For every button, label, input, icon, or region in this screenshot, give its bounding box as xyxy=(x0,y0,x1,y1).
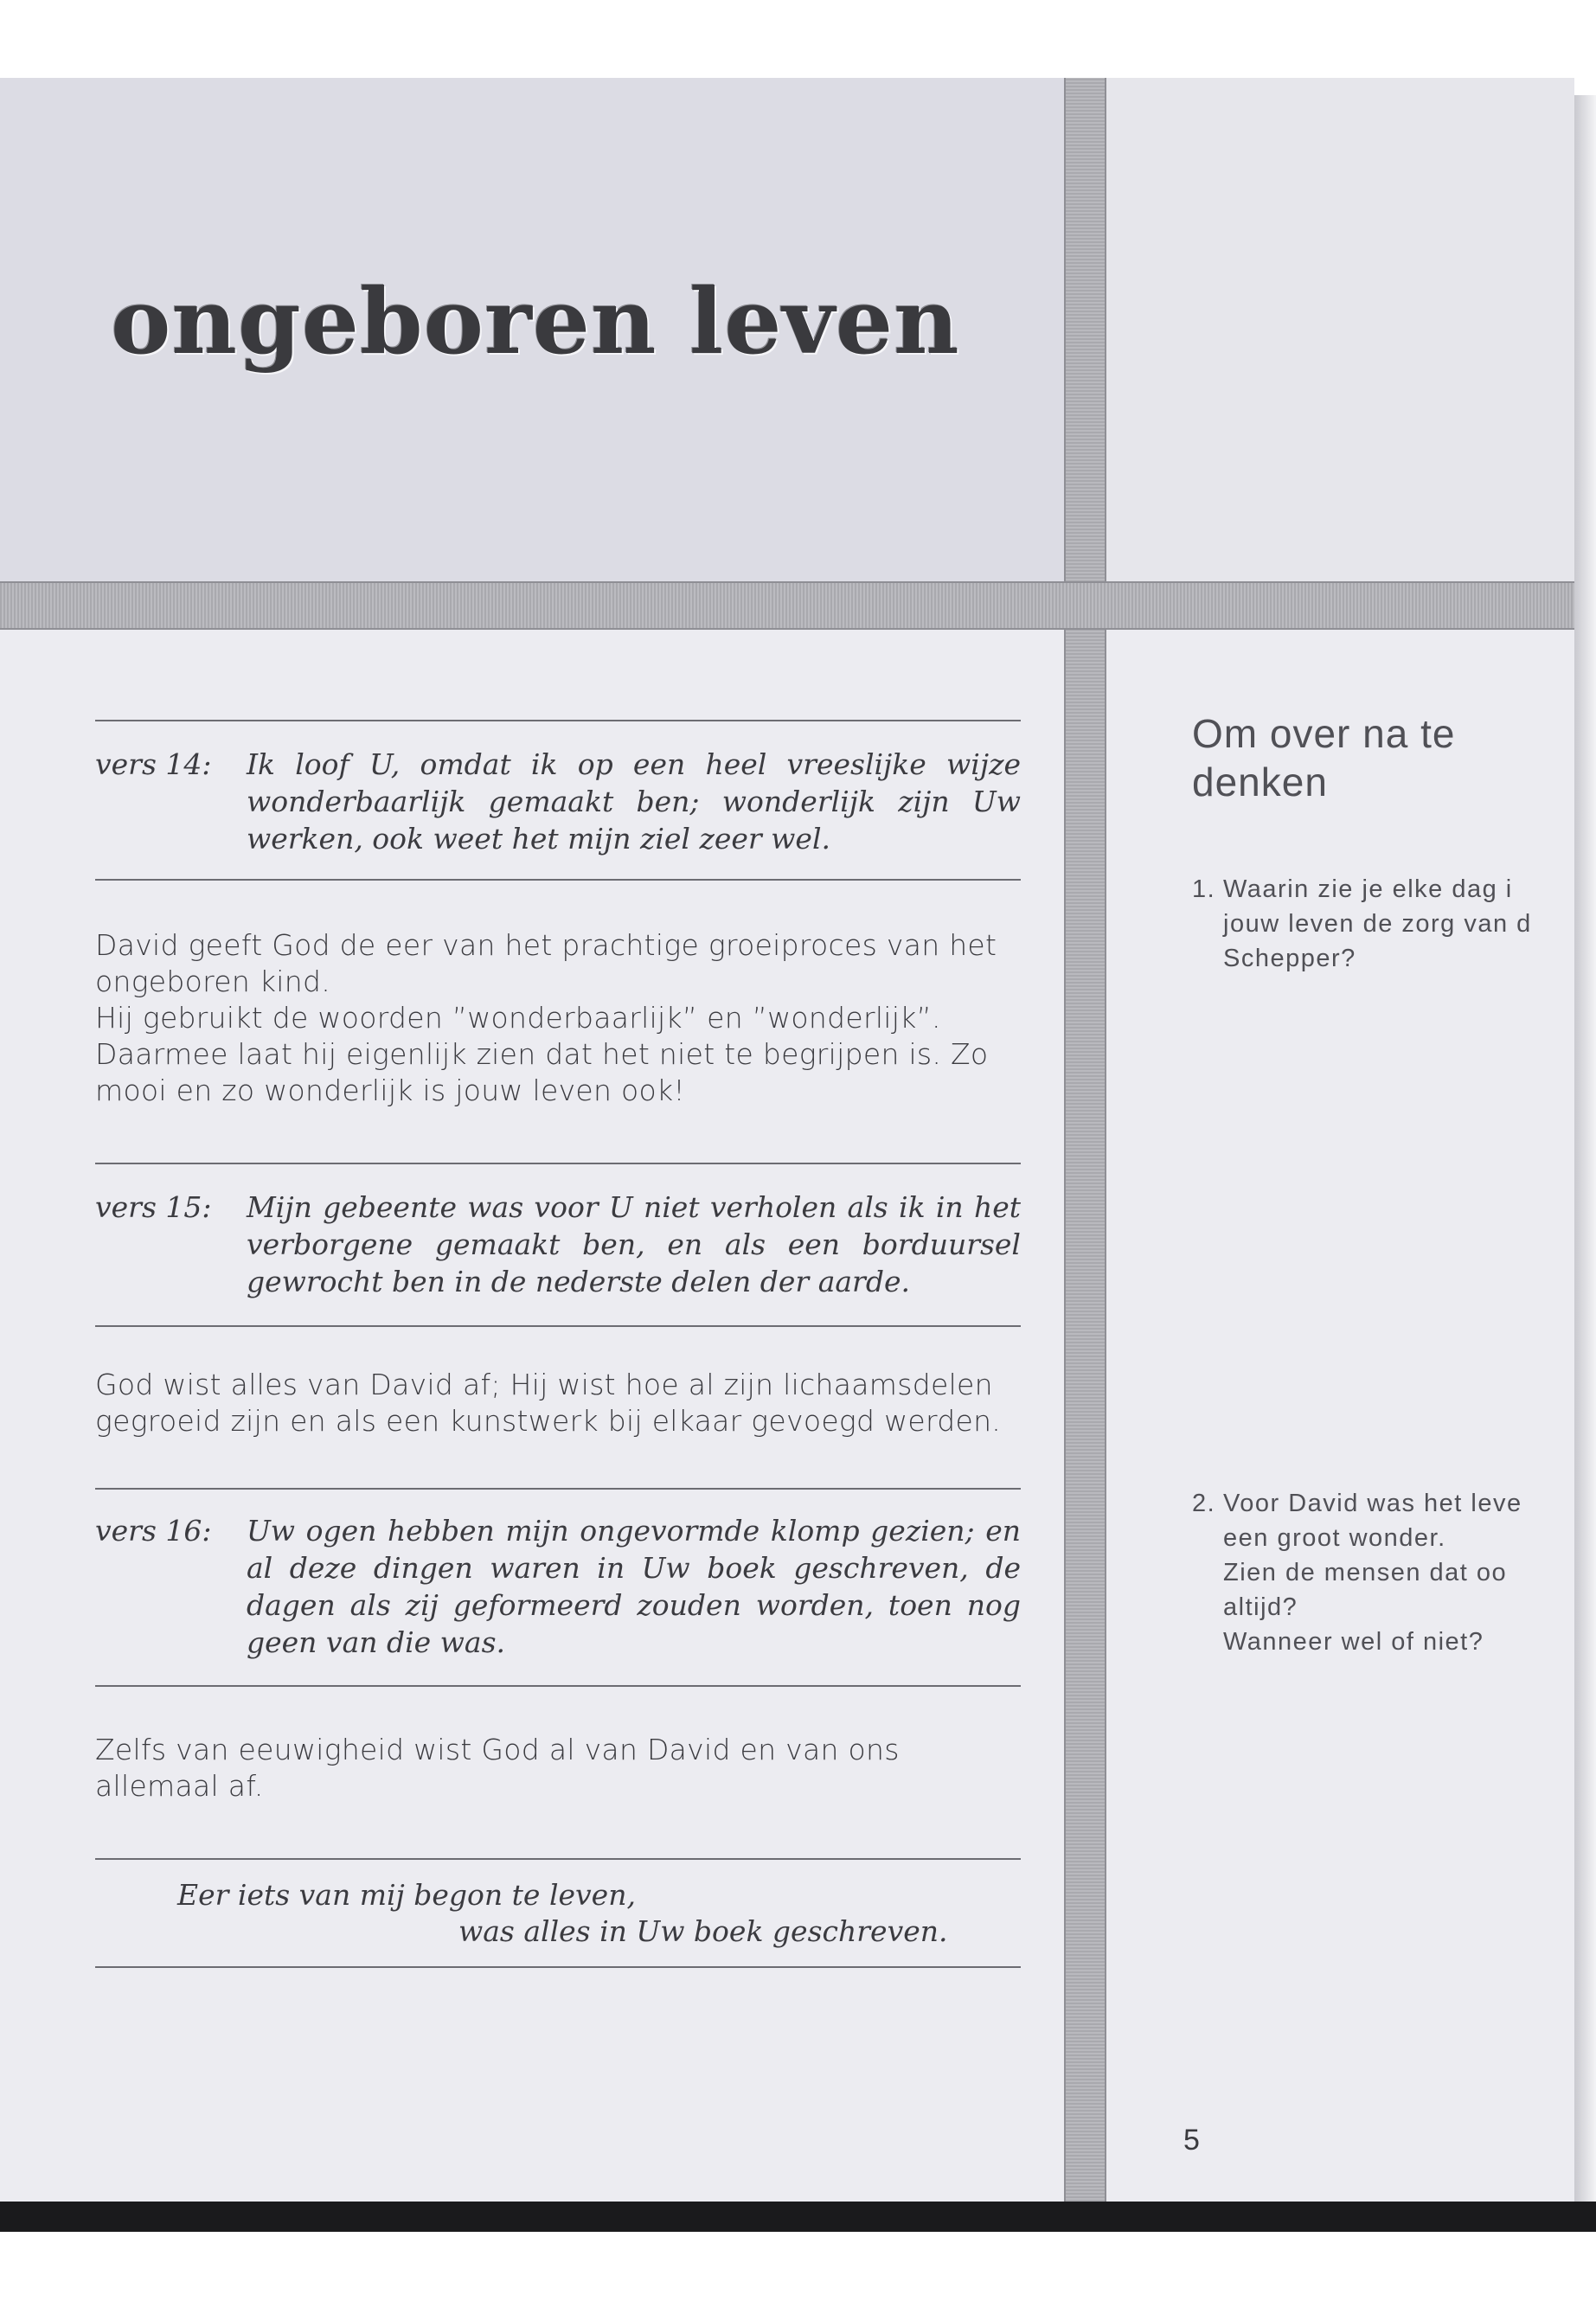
page-edge xyxy=(1574,95,1596,2206)
verse-ref: vers 15: xyxy=(95,1190,212,1224)
paragraph-line: God wist alles van David af; Hij wist hoe al zijn lichaamsdelen gegroeid zijn en als een kunstwerk bij elkaar gevoegd werden. xyxy=(95,1368,1002,1438)
verse-14 xyxy=(95,746,1021,857)
quote-line: was alles in Uw boek geschreven. xyxy=(458,1914,948,1948)
horizontal-divider xyxy=(0,581,1574,630)
question-1 xyxy=(1192,872,1574,976)
verse-ref: vers 14: xyxy=(95,747,212,781)
divider-rule xyxy=(95,1163,1021,1164)
paragraph-line: David geeft God de eer van het prachtige groeiproces van het ongeboren kind. xyxy=(95,928,997,998)
closing-quote xyxy=(177,1877,956,1950)
divider-rule xyxy=(95,1966,1021,1968)
paragraph-line: Hij gebruikt de woorden ”wonderbaarlijk” en ”wonderlijk”. Daarmee laat hij eigenlijk zien dat het niet te begrijpen is. Zo mooi en zo wonderlijk is jouw leven ook! xyxy=(95,1001,989,1107)
divider-rule xyxy=(95,1488,1021,1490)
divider-rule xyxy=(95,720,1021,721)
question-2 xyxy=(1192,1486,1574,1659)
question-text: Waarin zie je elke dag i jouw leven de zorg van d Schepper? xyxy=(1223,875,1532,972)
paragraph xyxy=(95,1367,1021,1439)
verse-text: Uw ogen hebben mijn ongevormde klomp gezien; en al deze dingen waren in Uw boek geschreven, de dagen als zij geformeerd zouden worden, toen nog geen van die was. xyxy=(247,1514,1021,1659)
quote-line: Eer iets van mij begon te leven, xyxy=(177,1878,636,1912)
side-header-panel xyxy=(1103,78,1574,581)
page-title: ongeboren leven xyxy=(111,268,960,375)
page-number: 5 xyxy=(1183,2124,1200,2157)
sidebar-heading: Om over na te denken xyxy=(1192,711,1456,804)
verse-ref: vers 16: xyxy=(95,1514,212,1548)
paragraph-line: Zelfs van eeuwigheid wist God al van David en van ons allemaal af. xyxy=(95,1733,900,1803)
paragraph xyxy=(95,1732,1021,1804)
paragraph xyxy=(95,927,1021,1109)
vertical-divider xyxy=(1064,78,1106,2202)
verse-16 xyxy=(95,1512,1021,1661)
verse-15 xyxy=(95,1189,1021,1300)
divider-rule xyxy=(95,1685,1021,1687)
verse-text: Mijn gebeente was voor U niet verholen als ik in het verborgene gemaakt ben, en als een borduursel gewrocht ben in de nederste delen der aarde. xyxy=(247,1190,1021,1298)
divider-rule xyxy=(95,1325,1021,1327)
divider-rule xyxy=(95,1858,1021,1860)
scan-border xyxy=(0,2202,1596,2232)
verse-text: Ik loof U, omdat ik op een heel vreeslijke wijze wonderbaarlijk gemaakt ben; wonderlijk zijn Uw werken, ook weet het mijn ziel zeer wel. xyxy=(247,747,1021,856)
question-number: 2. xyxy=(1192,1490,1216,1517)
question-text: Voor David was het leve een groot wonder. Zien de mensen dat oo altijd? Wanneer wel of niet? xyxy=(1223,1490,1522,1656)
divider-rule xyxy=(95,879,1021,881)
question-number: 1. xyxy=(1192,875,1216,903)
